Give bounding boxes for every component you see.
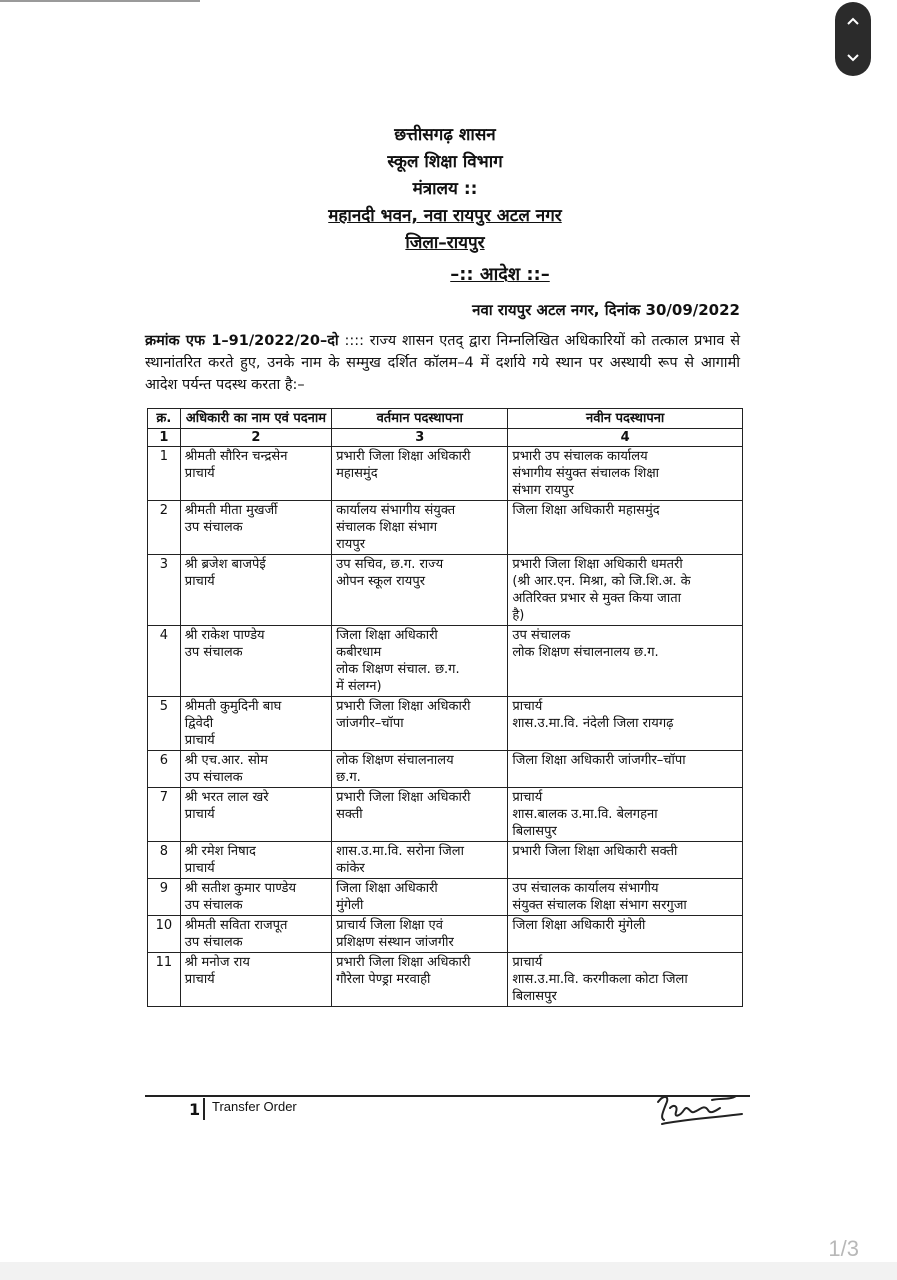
current-posting-cell — [332, 916, 508, 953]
current-posting-cell-line: कांकेर — [336, 861, 365, 876]
officer-cell-line: श्रीमती कुमुदिनी बाघ — [184, 699, 282, 714]
officer-cell — [180, 953, 331, 1007]
new-posting-cell-line: जिला शिक्षा अधिकारी मुंगेली — [512, 918, 646, 933]
header-ministry: मंत्रालय :: — [412, 179, 478, 199]
new-posting-cell-line: लोक शिक्षण संचालनालय छ.ग. — [512, 645, 659, 660]
header-government: छत्तीसगढ़ शासन — [394, 125, 496, 145]
header-address: महानदी भवन, नवा रायपुर अटल नगर — [328, 206, 562, 226]
new-posting-cell-line: संभागीय संयुक्त संचालक शिक्षा — [512, 466, 660, 481]
top-edge-line — [0, 0, 200, 2]
table-body — [148, 447, 743, 1007]
officer-cell — [180, 447, 331, 501]
current-posting-cell — [332, 555, 508, 626]
column-number: 3 — [332, 429, 508, 447]
new-posting-cell — [508, 916, 743, 953]
officer-cell-line: श्रीमती सौरिन चन्द्रसेन — [184, 449, 288, 464]
column-number: 2 — [180, 429, 331, 447]
officer-cell-line: श्रीमती मीता मुखर्जी — [184, 503, 278, 518]
current-posting-cell-line: कबीरधाम — [336, 645, 382, 660]
order-dateline: नवा रायपुर अटल नगर, दिनांक 30/09/2022 — [472, 301, 740, 319]
current-posting-cell-line: प्रशिक्षण संस्थान जांजगीर — [336, 935, 454, 950]
officer-cell-line: प्राचार्य — [184, 466, 215, 481]
officer-cell-line: उप संचालक — [184, 898, 243, 913]
officer-cell-line: श्री राकेश पाण्डेय — [184, 628, 265, 643]
current-posting-cell-line: जिला शिक्षा अधिकारी — [336, 881, 438, 896]
new-posting-cell-line: जिला शिक्षा अधिकारी जांजगीर–चॉपा — [512, 753, 686, 768]
serial-cell: 5 — [148, 697, 181, 751]
page-indicator: 1/3 — [828, 1236, 859, 1261]
table-row — [148, 555, 743, 626]
new-posting-cell-line: बिलासपुर — [512, 989, 557, 1004]
current-posting-cell-line: प्रभारी जिला शिक्षा अधिकारी — [336, 449, 471, 464]
current-posting-cell — [332, 447, 508, 501]
serial-cell: 8 — [148, 842, 181, 879]
table-row — [148, 626, 743, 697]
page-down-button[interactable] — [843, 48, 863, 68]
current-posting-cell-line: में संलग्न) — [336, 679, 382, 694]
table-row — [148, 697, 743, 751]
current-posting-cell-line: गौरेला पेण्ड्रा मरवाही — [336, 972, 431, 987]
current-posting-cell-line: प्राचार्य जिला शिक्षा एवं — [336, 918, 443, 933]
column-number-row — [148, 429, 743, 447]
officer-cell-line: उप संचालक — [184, 520, 243, 535]
signature — [650, 1090, 750, 1130]
current-posting-cell-line: रायपुर — [336, 537, 366, 552]
table-row — [148, 788, 743, 842]
officer-cell-line: प्राचार्य — [184, 972, 215, 987]
current-posting-cell-line: ओपन स्कूल रायपुर — [336, 574, 426, 589]
header-officer: अधिकारी का नाम एवं पदनाम — [180, 409, 331, 429]
current-posting-cell — [332, 879, 508, 916]
table-row — [148, 953, 743, 1007]
serial-cell: 4 — [148, 626, 181, 697]
new-posting-cell-line: संयुक्त संचालक शिक्षा संभाग सरगुजा — [512, 898, 687, 913]
current-posting-cell-line: मुंगेली — [336, 898, 364, 913]
current-posting-cell-line: लोक शिक्षण संचाल. छ.ग. — [336, 662, 460, 677]
page-nav-control — [835, 2, 871, 76]
new-posting-cell — [508, 953, 743, 1007]
current-posting-cell-line: उप सचिव, छ.ग. राज्य — [336, 557, 444, 572]
officer-cell-line: प्राचार्य — [184, 807, 215, 822]
new-posting-cell-line: प्रभारी उप संचालक कार्यालय — [512, 449, 648, 464]
order-intro-body: :::: राज्य शासन एतद् द्वारा निम्नलिखित अधिकारियों को तत्काल प्रभाव से स्थानांतरित करते हुए, उनके नाम के सम्मुख दर्शित कॉलम–4 में दर्शाये गये स्थान पर अस्थायी रूप से आगामी आदेश पर्यन्त पदस्थ करता है:– — [145, 333, 740, 393]
current-posting-cell — [332, 788, 508, 842]
new-posting-cell — [508, 751, 743, 788]
current-posting-cell-line: कार्यालय संभागीय संयुक्त — [336, 503, 456, 518]
new-posting-cell — [508, 501, 743, 555]
table-row — [148, 751, 743, 788]
order-title: –:: आदेश ::– — [450, 264, 550, 285]
new-posting-cell — [508, 626, 743, 697]
new-posting-cell-line: प्रभारी जिला शिक्षा अधिकारी सक्ती — [512, 844, 678, 859]
officer-cell-line: श्री सतीश कुमार पाण्डेय — [184, 881, 297, 896]
chevron-down-icon — [846, 53, 860, 63]
current-posting-cell — [332, 626, 508, 697]
officer-cell-line: उप संचालक — [184, 770, 243, 785]
new-posting-cell-line: (श्री आर.एन. मिश्रा, को जि.शि.अ. के — [512, 574, 691, 589]
new-posting-cell-line: है) — [512, 608, 525, 623]
order-reference: क्रमांक एफ 1–91/2022/20–दो — [145, 333, 339, 349]
new-posting-cell — [508, 788, 743, 842]
column-number: 1 — [148, 429, 181, 447]
current-posting-cell — [332, 501, 508, 555]
officer-cell-line: प्राचार्य — [184, 574, 215, 589]
officer-cell — [180, 879, 331, 916]
officer-cell — [180, 626, 331, 697]
current-posting-cell-line: लोक शिक्षण संचालनालय — [336, 753, 454, 768]
current-posting-cell-line: प्रभारी जिला शिक्षा अधिकारी — [336, 790, 471, 805]
officer-cell-line: श्री भरत लाल खरे — [184, 790, 269, 805]
new-posting-cell — [508, 447, 743, 501]
page-up-button[interactable] — [843, 11, 863, 31]
officer-cell-line: उप संचालक — [184, 645, 243, 660]
viewer-bottom-bar — [0, 1262, 897, 1280]
current-posting-cell-line: प्रभारी जिला शिक्षा अधिकारी — [336, 699, 471, 714]
serial-cell: 10 — [148, 916, 181, 953]
serial-cell: 9 — [148, 879, 181, 916]
officer-cell — [180, 751, 331, 788]
new-posting-cell-line: अतिरिक्त प्रभार से मुक्त किया जाता — [512, 591, 681, 606]
officer-cell — [180, 501, 331, 555]
table-header-row — [148, 409, 743, 429]
new-posting-cell-line: संभाग रायपुर — [512, 483, 574, 498]
new-posting-cell-line: उप संचालक कार्यालय संभागीय — [512, 881, 659, 896]
serial-cell: 7 — [148, 788, 181, 842]
document-header — [150, 122, 740, 257]
officer-cell-line: श्री ब्रजेश बाजपेई — [184, 557, 266, 572]
header-new-posting: नवीन पदस्थापना — [508, 409, 743, 429]
new-posting-cell-line: प्राचार्य — [512, 699, 543, 714]
officer-cell — [180, 788, 331, 842]
serial-cell: 11 — [148, 953, 181, 1007]
current-posting-cell-line: महासमुंद — [336, 466, 378, 481]
officer-cell-line: द्विवेदी — [184, 716, 214, 731]
footer-divider — [203, 1098, 205, 1120]
new-posting-cell-line: प्रभारी जिला शिक्षा अधिकारी धमतरी — [512, 557, 683, 572]
footer-page-number: 1 — [189, 1100, 201, 1119]
officer-cell — [180, 842, 331, 879]
current-posting-cell-line: जिला शिक्षा अधिकारी — [336, 628, 438, 643]
officer-cell-line: श्रीमती सविता राजपूत — [184, 918, 288, 933]
officer-cell-line: उप संचालक — [184, 935, 243, 950]
serial-cell: 3 — [148, 555, 181, 626]
current-posting-cell-line: शास.उ.मा.वि. सरोना जिला — [336, 844, 464, 859]
new-posting-cell — [508, 842, 743, 879]
transfer-table — [147, 408, 743, 1007]
officer-cell — [180, 697, 331, 751]
current-posting-cell — [332, 953, 508, 1007]
table-row — [148, 447, 743, 501]
new-posting-cell — [508, 697, 743, 751]
current-posting-cell-line: प्रभारी जिला शिक्षा अधिकारी — [336, 955, 471, 970]
header-serial: क्र. — [148, 409, 181, 429]
new-posting-cell — [508, 879, 743, 916]
new-posting-cell-line: शास.उ.मा.वि. नंदेली जिला रायगढ़ — [512, 716, 674, 731]
new-posting-cell-line: जिला शिक्षा अधिकारी महासमुंद — [512, 503, 660, 518]
current-posting-cell-line: सक्ती — [336, 807, 363, 822]
officer-cell-line: प्राचार्य — [184, 861, 215, 876]
officer-cell — [180, 916, 331, 953]
new-posting-cell-line: उप संचालक — [512, 628, 571, 643]
new-posting-cell-line: शास.उ.मा.वि. करगीकला कोटा जिला — [512, 972, 688, 987]
current-posting-cell-line: संचालक शिक्षा संभाग — [336, 520, 438, 535]
officer-cell-line: श्री एच.आर. सोम — [184, 753, 268, 768]
table-row — [148, 879, 743, 916]
header-district: जिला–रायपुर — [405, 233, 485, 253]
officer-cell-line: श्री रमेश निषाद — [184, 844, 256, 859]
serial-cell: 1 — [148, 447, 181, 501]
header-department: स्कूल शिक्षा विभाग — [387, 152, 503, 172]
table-row — [148, 916, 743, 953]
new-posting-cell-line: प्राचार्य — [512, 790, 543, 805]
officer-cell — [180, 555, 331, 626]
new-posting-cell — [508, 555, 743, 626]
current-posting-cell-line: जांजगीर–चॉपा — [336, 716, 404, 731]
current-posting-cell — [332, 751, 508, 788]
officer-cell-line: प्राचार्य — [184, 733, 215, 748]
current-posting-cell — [332, 697, 508, 751]
serial-cell: 2 — [148, 501, 181, 555]
current-posting-cell — [332, 842, 508, 879]
table-row — [148, 501, 743, 555]
new-posting-cell-line: प्राचार्य — [512, 955, 543, 970]
officer-cell-line: श्री मनोज राय — [184, 955, 250, 970]
footer-label: Transfer Order — [212, 1099, 297, 1114]
header-current-posting: वर्तमान पदस्थापना — [332, 409, 508, 429]
current-posting-cell-line: छ.ग. — [336, 770, 361, 785]
chevron-up-icon — [846, 16, 860, 26]
column-number: 4 — [508, 429, 743, 447]
new-posting-cell-line: शास.बालक उ.मा.वि. बेलगहना — [512, 807, 658, 822]
serial-cell: 6 — [148, 751, 181, 788]
new-posting-cell-line: बिलासपुर — [512, 824, 557, 839]
order-intro — [145, 330, 740, 396]
table-row — [148, 842, 743, 879]
